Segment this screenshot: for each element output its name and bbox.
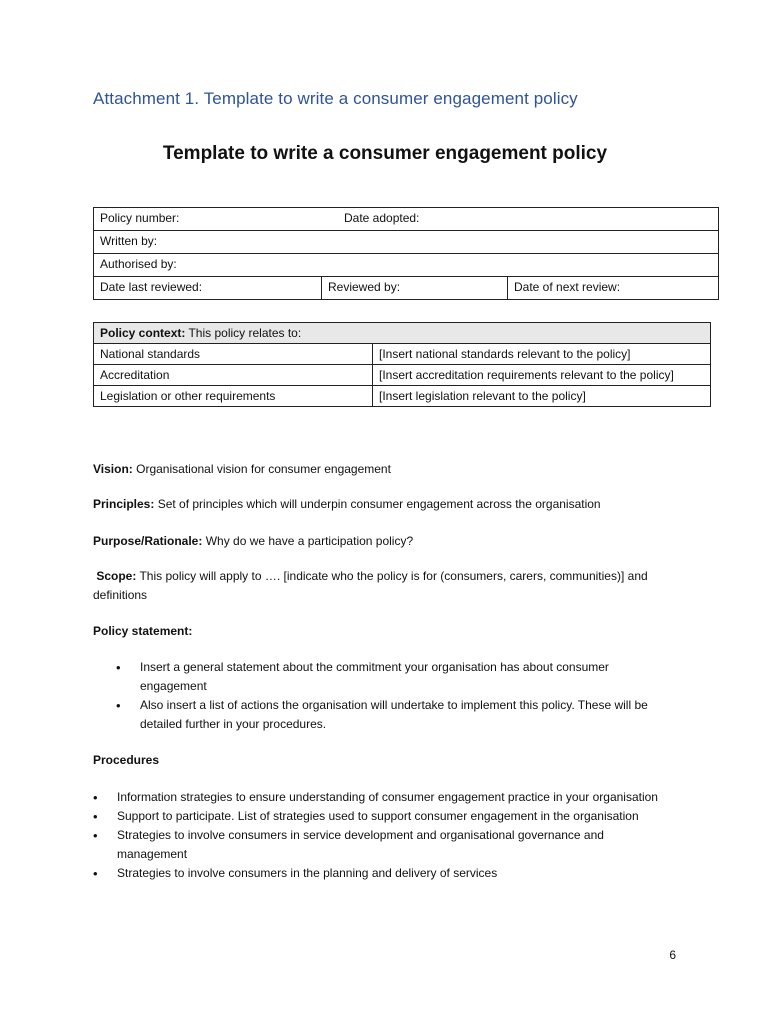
scope-text: This policy will apply to …. [indicate who the policy is for (consumers, carers, communities)] and definitions: [93, 569, 648, 602]
page-title: Template to write a consumer engagement policy: [162, 143, 608, 164]
principles-label: Principles:: [93, 497, 155, 511]
policy-statement-list: [116, 658, 671, 734]
policy-context-table: [93, 322, 711, 407]
policy-number-label: Policy number:: [100, 211, 180, 225]
written-by-cell: Written by:: [94, 231, 719, 254]
table-row: [94, 365, 711, 386]
list-item: • Strategies to involve consumers in service development and organisational governance and management: [93, 826, 663, 864]
table-row: [94, 386, 711, 407]
context-label-cell: Accreditation: [94, 365, 373, 386]
scope-paragraph: [93, 567, 683, 605]
context-label-cell: Legislation or other requirements: [94, 386, 373, 407]
table-header-row: [94, 323, 711, 344]
policy-context-header: [94, 323, 711, 344]
context-label-cell: National standards: [94, 344, 373, 365]
context-value-cell: [Insert accreditation requirements relevant to the policy]: [373, 365, 711, 386]
context-value-cell: [Insert national standards relevant to the policy]: [373, 344, 711, 365]
list-item: • Support to participate. List of strategies used to support consumer engagement in the organisation: [93, 807, 663, 826]
policy-context-label: Policy context:: [100, 326, 186, 340]
authorised-by-cell: Authorised by:: [94, 254, 719, 277]
list-item: • Strategies to involve consumers in the planning and delivery of services: [93, 864, 663, 883]
purpose-paragraph: [93, 532, 683, 551]
principles-paragraph: [93, 495, 683, 514]
table-row: [94, 344, 711, 365]
table-row: [94, 231, 719, 254]
date-next-review-cell: Date of next review:: [508, 277, 719, 300]
procedures-heading: [93, 751, 683, 770]
policy-number-cell: [94, 208, 719, 231]
date-last-reviewed-cell: Date last reviewed:: [94, 277, 322, 300]
vision-text: Organisational vision for consumer engagement: [132, 462, 391, 476]
purpose-text: Why do we have a participation policy?: [202, 534, 414, 548]
vision-label: Vision:: [93, 462, 133, 476]
purpose-label: Purpose/Rationale:: [93, 534, 203, 548]
list-item: • Information strategies to ensure understanding of consumer engagement practice in your organisation: [93, 788, 663, 807]
table-row: [94, 277, 719, 300]
context-value-cell: [Insert legislation relevant to the policy]: [373, 386, 711, 407]
attachment-heading: Attachment 1. Template to write a consumer engagement policy: [93, 89, 578, 108]
principles-text: Set of principles which will underpin consumer engagement across the organisation: [154, 497, 601, 511]
policy-statement-label: Policy statement:: [93, 624, 193, 638]
scope-label: Scope:: [96, 569, 137, 583]
table-row: [94, 254, 719, 277]
list-item: • Also insert a list of actions the organisation will undertake to implement this policy. These will be detailed further in your procedures.: [116, 696, 671, 734]
table-row: [94, 208, 719, 231]
policy-statement-heading: [93, 622, 683, 641]
policy-meta-table: [93, 207, 719, 300]
reviewed-by-cell: Reviewed by:: [322, 277, 508, 300]
policy-context-text: This policy relates to:: [185, 326, 302, 340]
vision-paragraph: [93, 460, 683, 479]
list-item: • Insert a general statement about the commitment your organisation has about consumer engagement: [116, 658, 671, 696]
procedures-list: [93, 788, 663, 883]
page-number: 6: [669, 948, 676, 962]
date-adopted-label: Date adopted:: [344, 211, 420, 225]
procedures-label: Procedures: [93, 753, 160, 767]
